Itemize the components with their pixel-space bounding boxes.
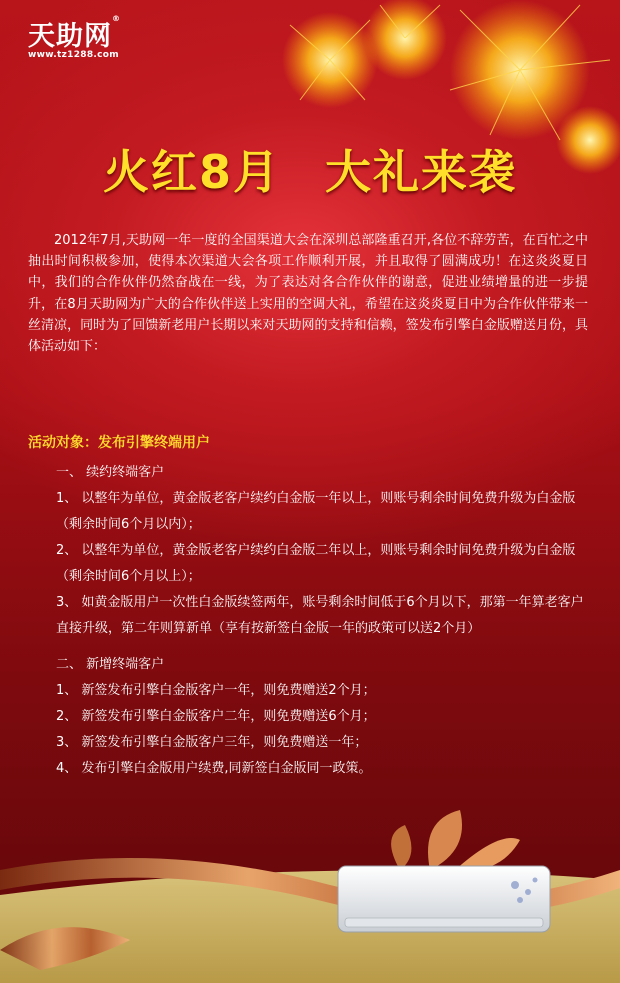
- intro-paragraph: 2012年7月,天助网一年一度的全国渠道大会在深圳总部隆重召开,各位不辞劳苦，在百忙之中抽出时间积极参加，使得本次渠道大会各项工作顺利开展，并且取得了圆满成功！在这炎炎夏日中，我们的合作伙伴仍然奋战在一线，为了表达对各合作伙伴的谢意，促进业绩增量的进一步提升，在8月天助网为广大的合作伙伴送上实用的空调大礼，希望在这炎炎夏日中为合作伙伴带来一丝清凉，同时为了回馈新老用户长期以来对天助网的支持和信赖，签发布引擎白金版赠送月份，具体活动如下：: [28, 233, 588, 355]
- list-item: 2、 以整年为单位，黄金版老客户续约白金版二年以上，则账号剩余时间免费升级为白金版（剩余时间6个月以上）；: [56, 543, 576, 584]
- bottom-decoration: [0, 800, 620, 983]
- leaf-icon: [391, 825, 411, 870]
- page-title: 火红8月 大礼来袭: [102, 145, 518, 199]
- list-item: 3、 新签发布引擎白金版客户三年，则免费赠送一年；: [56, 735, 368, 750]
- list-item: 4、 发布引擎白金版用户续费,同新签白金版同一政策。: [56, 761, 372, 776]
- list-item: 2、 新签发布引擎白金版客户二年，则免费赠送6个月；: [56, 709, 376, 724]
- section-heading-new: 二、 新增终端客户: [56, 657, 165, 672]
- logo[interactable]: [28, 14, 121, 60]
- leaf-icon: [428, 810, 462, 870]
- logo-name: 天助网®: [28, 14, 121, 52]
- list-item: 3、 如黄金版用户一次性白金版续签两年，账号剩余时间低于6个月以下，那第一年算老客户直接升级，第二年则算新单（享有按新签白金版一年的政策可以送2个月）: [56, 595, 584, 636]
- air-conditioner: [338, 866, 550, 932]
- activity-target: 活动对象：发布引擎终端用户: [28, 435, 210, 451]
- activity-details: [28, 432, 588, 782]
- logo-url: www.tz1288.com: [28, 50, 119, 60]
- list-item: 1、 以整年为单位，黄金版老客户续约白金版一年以上，则账号剩余时间免费升级为白金版（剩余时间6个月以内）；: [56, 491, 576, 532]
- section-heading-renewal: 一、 续约终端客户: [56, 465, 165, 480]
- list-item: 1、 新签发布引擎白金版客户一年，则免费赠送2个月；: [56, 683, 376, 698]
